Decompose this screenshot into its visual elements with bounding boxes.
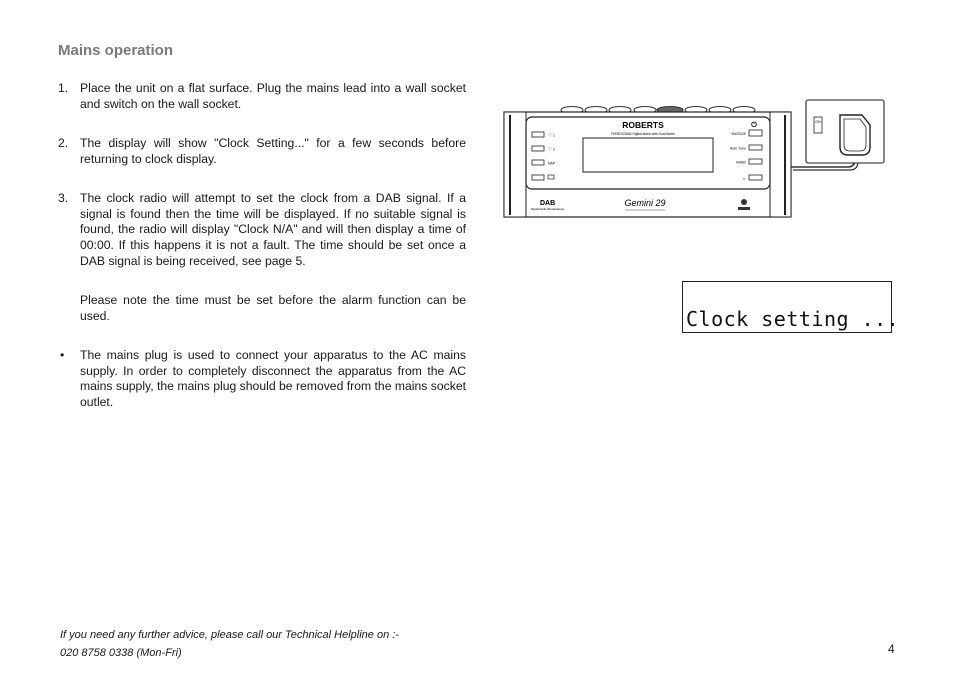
note-text: Please note the time must be set before the alarm function can be used. xyxy=(80,293,466,323)
radio-model: Gemini 29 xyxy=(624,198,666,208)
radio-illustration xyxy=(500,95,890,225)
radio-subtitle: FM/RDS/DAB Digital Alarm with Dual Alarm xyxy=(611,132,675,136)
alarm1-label: 1 xyxy=(553,133,555,138)
list-item-text: The mains plug is used to connect your apparatus to the AC mains supply. In order to completely disconnect the apparatus from the AC mains supply, the mains plug should be removed from the mains socket outlet. xyxy=(80,348,466,410)
page-number: 4 xyxy=(888,642,895,656)
list-item xyxy=(58,348,466,411)
autotune-label: Auto Tune xyxy=(730,146,746,151)
footer-helpline-text: If you need any further advice, please call our Technical Helpline on :- xyxy=(60,629,399,641)
snooze-label: SNOOZE xyxy=(731,132,746,136)
band-label: BAND xyxy=(736,160,746,165)
list-item-text: The clock radio will attempt to set the clock from a DAB signal. If a signal is found then the time will be displayed. If no suitable signal is found, the radio will display "Clock N/A" and will then display a time of 00:00. If this happens it is not a fault. The time should be set once a DAB signal is being received, see page 5. xyxy=(80,191,466,268)
list-item-text: Place the unit on a flat surface. Plug the mains lead into a wall socket and switch on the wall socket. xyxy=(80,81,466,111)
dab-caption: Digital Radio Broadcasting xyxy=(531,207,564,211)
nap-label: NAP xyxy=(548,161,556,166)
list-marker: 3. xyxy=(58,191,69,205)
radio-brand: ROBERTS xyxy=(622,120,664,130)
list-item-text: The display will show "Clock Setting..." for a few seconds before returning to clock display. xyxy=(80,136,466,166)
bullet-marker: • xyxy=(60,348,65,362)
list-item xyxy=(58,136,466,167)
list-item xyxy=(58,191,466,270)
dab-logo: DAB xyxy=(540,200,556,207)
list-marker: 2. xyxy=(58,136,69,150)
list-marker: 1. xyxy=(58,81,69,95)
lcd-display-text: Clock setting ... xyxy=(686,307,900,331)
svg-text:♡: ♡ xyxy=(548,146,553,152)
alarm2-label: 2 xyxy=(553,147,555,152)
footer-phone-number: 020 8758 0338 (Mon-Fri) xyxy=(60,647,182,659)
section-heading: Mains operation xyxy=(58,42,174,59)
note-paragraph xyxy=(58,293,466,324)
svg-text:♡: ♡ xyxy=(548,132,553,138)
lcd-display xyxy=(682,281,900,333)
svg-text:⏻: ⏻ xyxy=(751,122,757,129)
list-item xyxy=(58,81,466,112)
socket-switch-label: ON xyxy=(815,120,821,124)
svg-text:☼: ☼ xyxy=(741,176,747,182)
